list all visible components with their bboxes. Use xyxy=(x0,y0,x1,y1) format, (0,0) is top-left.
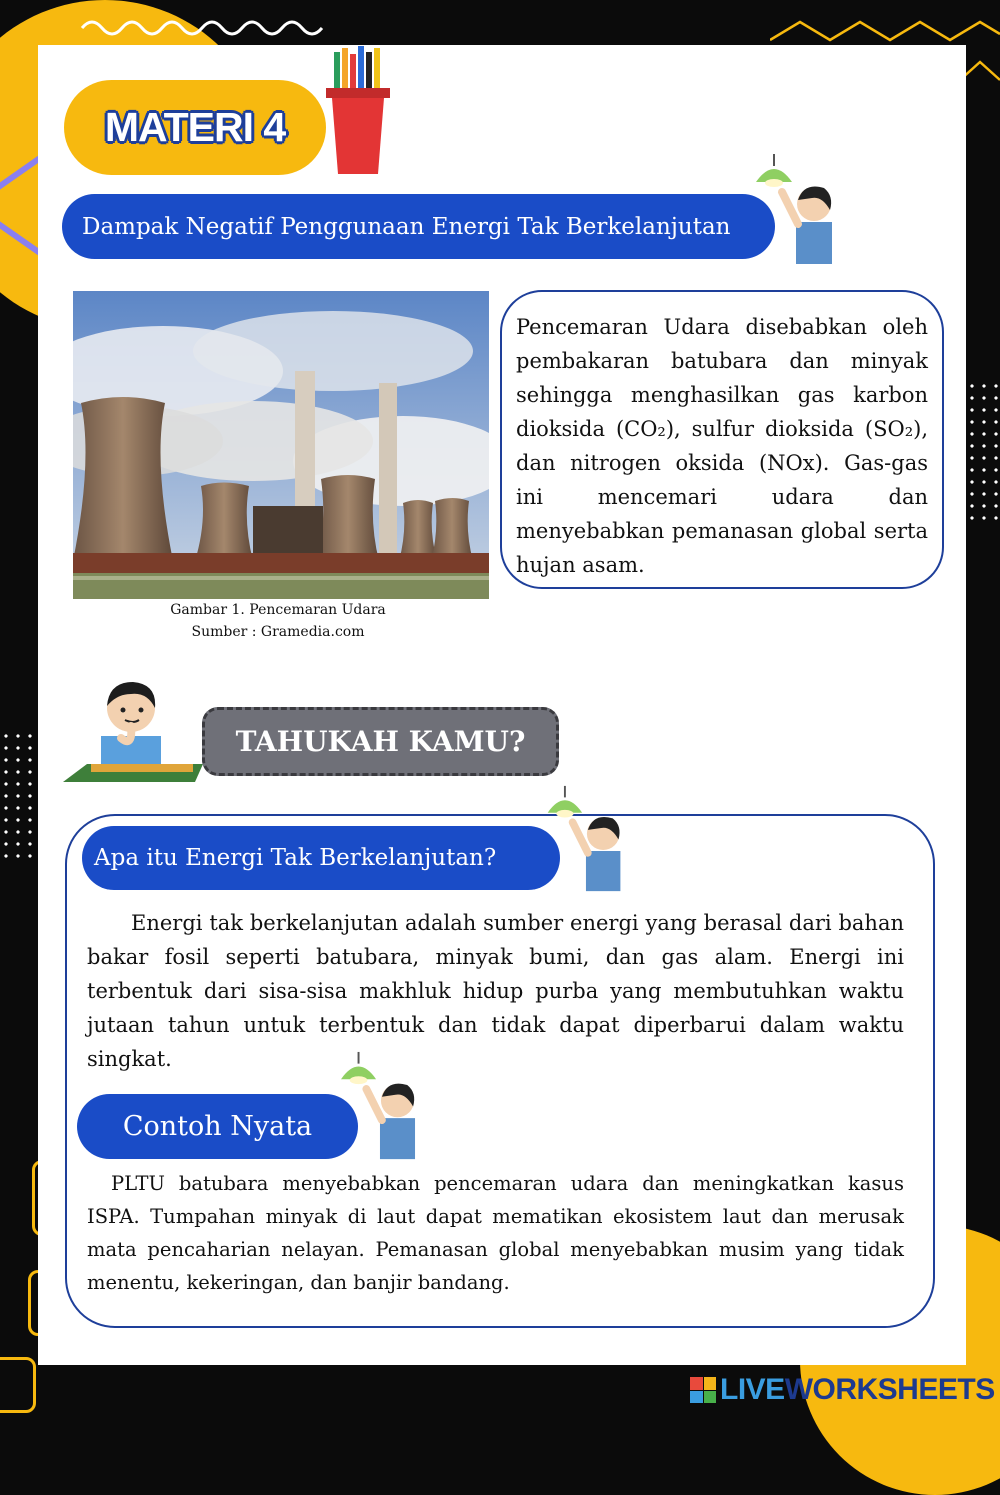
example-text: PLTU batubara menyebabkan pencemaran udara dan meningkatkan kasus ISPA. Tumpahan minyak di laut dapat mematikan ekosistem laut dan merusak mata pencaharian nelayan. Pemanasan global menyebabkan musim yang tidak menentu, kekeringan, dan banjir bandang. xyxy=(87,1172,904,1294)
power-plant-photo xyxy=(73,291,489,599)
definition-title-banner xyxy=(82,826,560,890)
brand-live-text: LIVE xyxy=(720,1373,785,1406)
materi-label: MATERI 4 xyxy=(104,104,286,150)
example-title-banner xyxy=(77,1094,358,1159)
boy-lamp-icon xyxy=(542,784,628,894)
section-title-banner xyxy=(62,194,775,259)
definition-text: Energi tak berkelanjutan adalah sumber energi yang berasal dari bahan bakar fosil seperti batubara, minyak bumi, dan gas alam. Energi ini terbentuk dari sisa-sisa makhluk hidup purba yang membutuhkan waktu jutaan tahun untuk terbentuk dan tidak dapat diperbarui dalam waktu singkat. xyxy=(87,911,904,1071)
figure-caption xyxy=(73,599,483,643)
boy-lamp-icon xyxy=(336,1050,422,1162)
wave-decoration xyxy=(80,14,330,40)
boy-lamp-icon xyxy=(752,152,838,267)
brand-worksheets-text: WORKSHEETS xyxy=(784,1373,995,1406)
example-title: Contoh Nyata xyxy=(122,1111,313,1142)
pollution-textbox xyxy=(500,290,944,589)
background-dots-decoration xyxy=(966,380,1000,520)
background-ring-decoration xyxy=(0,1357,36,1413)
tahukah-kamu-badge xyxy=(202,707,559,776)
figure-caption-source: Sumber : Gramedia.com xyxy=(191,624,365,640)
materi-badge xyxy=(64,80,326,175)
background-dots-decoration xyxy=(0,730,40,860)
figure-caption-title: Gambar 1. Pencemaran Udara xyxy=(170,602,386,618)
liveworksheets-logo-icon xyxy=(690,1377,716,1403)
section-title: Dampak Negatif Penggunaan Energi Tak Berkelanjutan xyxy=(82,213,731,240)
tahukah-kamu-label: TAHUKAH KAMU? xyxy=(235,725,526,758)
liveworksheets-brand-link[interactable] xyxy=(690,1373,995,1407)
pencil-cup-icon xyxy=(322,44,394,176)
definition-title: Apa itu Energi Tak Berkelanjutan? xyxy=(94,845,497,871)
pollution-text: Pencemaran Udara disebabkan oleh pembakaran batubara dan minyak sehingga menghasilkan gas karbon dioksida (CO₂), sulfur dioksida (SO₂), dan nitrogen oksida (NOx). Gas-gas ini mencemari udara dan menyebabkan pemanasan global serta hujan asam. xyxy=(516,315,928,577)
boy-thinking-icon xyxy=(63,676,203,786)
